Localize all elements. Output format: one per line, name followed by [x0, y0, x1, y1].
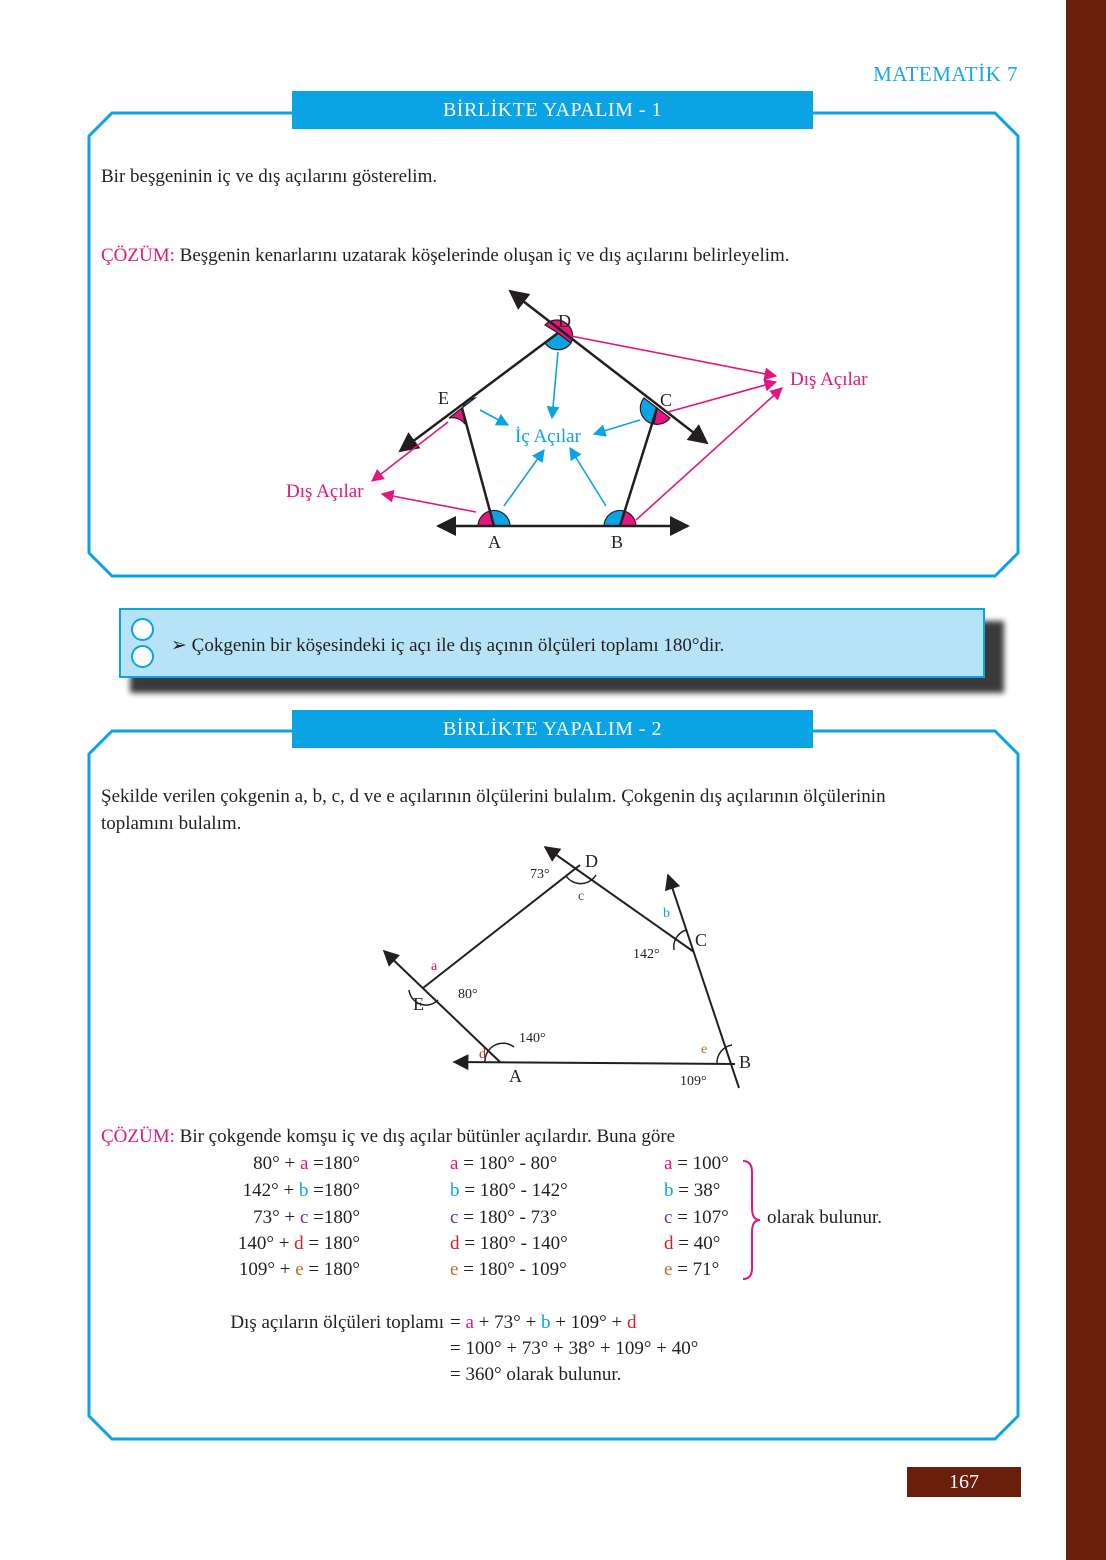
vertex-label-B: B	[739, 1052, 752, 1072]
angle-var-d: d	[479, 1047, 486, 1062]
equation-row-b-1: 142° + b =180°	[242, 1180, 360, 1201]
sum-line-2: = 100° + 73° + 38° + 109° + 40°	[450, 1338, 699, 1359]
book-title: MATEMATİK 7	[873, 62, 1018, 86]
equation-row-c-3: c = 107°	[664, 1207, 729, 1228]
equation-row-b-3: b = 38°	[664, 1180, 721, 1201]
vertex-label-B: B	[611, 532, 624, 552]
section1-question: Bir beşgeninin iç ve dış açılarını gösterelim.	[101, 166, 438, 187]
equation-row-e-1: 109° + e = 180°	[238, 1259, 360, 1280]
exterior-angles-label-right: Dış Açılar	[790, 369, 868, 390]
info-statement: Çokgenin bir köşesindeki iç açı ile dış açının ölçüleri toplamı 180°dir.	[191, 635, 725, 656]
equation-row-c-2: c = 180° - 73°	[450, 1207, 558, 1228]
vertex-label-A: A	[488, 532, 501, 552]
vertex-label-D: D	[558, 311, 571, 331]
page-number: 167	[907, 1467, 1021, 1497]
interior-angles-label: İç Açılar	[515, 426, 581, 447]
solution-label: ÇÖZÜM:	[101, 245, 175, 266]
angle-var-b: b	[663, 906, 670, 921]
angle-label-80: 80°	[458, 987, 478, 1002]
equation-row-c-1: 73° + c =180°	[253, 1207, 360, 1228]
arrow-bullet-icon: ➢	[171, 635, 187, 656]
section2-question-line2: toplamını bulalım.	[101, 813, 242, 834]
section2-title: BİRLİKTE YAPALIM - 2	[292, 710, 813, 748]
exterior-angles-label-left: Dış Açılar	[286, 481, 364, 502]
sum-line-1: = a + 73° + b + 109° + d	[450, 1312, 637, 1333]
equation-row-b-2: b = 180° - 142°	[450, 1180, 568, 1201]
angle-var-a: a	[431, 959, 438, 974]
equation-row-d-1: 140° + d = 180°	[237, 1233, 360, 1254]
solution-text: Beşgenin kenarlarını uzatarak köşelerinde oluşan iç ve dış açılarını belirleyelim.	[174, 245, 790, 266]
solution-text: Bir çokgende komşu iç ve dış açılar bütünler açılardır. Buna göre	[174, 1126, 676, 1147]
vertex-label-E: E	[438, 388, 449, 408]
equation-row-d-2: d = 180° - 140°	[450, 1233, 568, 1254]
conclusion-text: olarak bulunur.	[767, 1207, 883, 1228]
equation-row-a-1: 80° + a =180°	[253, 1153, 360, 1174]
equation-row-d-3: d = 40°	[664, 1233, 721, 1254]
section2-solution	[101, 1126, 675, 1148]
angle-arcs	[409, 875, 732, 1064]
side-ED	[423, 865, 580, 988]
polygon-sides	[384, 847, 739, 1088]
side-AE-extended	[384, 951, 500, 1062]
curly-brace	[740, 1158, 764, 1282]
arc-D	[566, 875, 596, 884]
side-CD-extended	[545, 847, 694, 952]
angle-var-c: c	[578, 889, 585, 904]
equation-row-a-3: a = 100°	[664, 1153, 729, 1174]
vertex-label-C: C	[695, 930, 708, 950]
angle-label-140: 140°	[519, 1031, 546, 1046]
angle-label-73: 73°	[530, 867, 550, 882]
section2-question-line1: Şekilde verilen çokgenin a, b, c, d ve e açılarının ölçülerini bulalım. Çokgenin dış açılarının ölçülerinin	[101, 786, 886, 807]
section1-title: BİRLİKTE YAPALIM - 1	[292, 91, 813, 129]
equation-row-e-3: e = 71°	[664, 1259, 720, 1280]
angle-label-142: 142°	[633, 947, 660, 962]
vertex-label-A: A	[509, 1066, 522, 1086]
angle-label-109: 109°	[680, 1074, 707, 1089]
vertex-label-D: D	[585, 851, 598, 871]
equation-row-a-2: a = 180° - 80°	[450, 1153, 558, 1174]
arc-C	[674, 930, 686, 950]
angle-var-e: e	[701, 1042, 708, 1057]
vertex-label-E: E	[413, 994, 424, 1014]
side-BA-extended	[454, 1062, 735, 1064]
vertex-label-C: C	[660, 390, 673, 410]
equation-row-e-2: e = 180° - 109°	[450, 1259, 567, 1280]
solution-label: ÇÖZÜM:	[101, 1126, 175, 1147]
sum-line-3: = 360° olarak bulunur.	[450, 1364, 622, 1385]
sum-label: Dış açıların ölçüleri toplamı	[230, 1312, 444, 1333]
